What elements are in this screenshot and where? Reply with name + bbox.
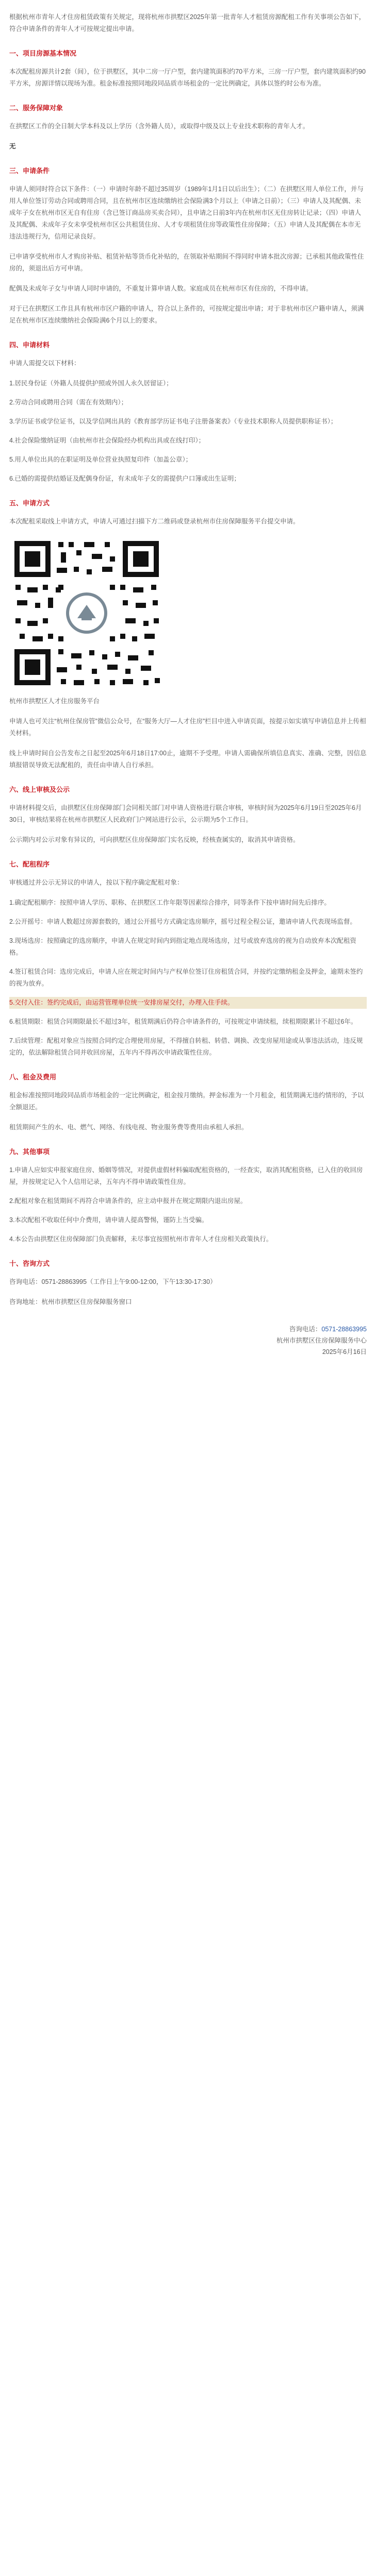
section-4-lead: 申请人需提交以下材料：: [9, 360, 80, 367]
list-item: 3.现场选房：按照确定的选房顺序，申请人在规定时间内到指定地点现场选房，过号或放弃选房的视为自动放弃本次配租资格。: [9, 937, 356, 956]
intro-paragraph: 根据杭州市青年人才住房租赁政策有关规定，现将杭州市拱墅区2025年第一批青年人才租赁房源配租工作有关事项公告如下，符合申请条件的青年人才可按规定提出申请。: [9, 13, 366, 32]
footer-date: 2025年6月16日: [322, 1348, 367, 1355]
section-6-title: 六、线上审核及公示: [9, 786, 70, 793]
qr-caption: 杭州市拱墅区人才住房服务平台: [9, 698, 100, 705]
list-item: 1.居民身份证（外籍人员提供护照或外国人永久居留证）；: [9, 380, 173, 387]
section-7-lead: 审核通过并公示无异议的申请人，按以下程序确定配租对象：: [9, 879, 184, 886]
section-5-text-3: 线上申请时间自公告发布之日起至2025年6月18日17:00止，逾期不予受理。申请人需确保所填信息真实、准确、完整，因信息填报错误导致无法配租的，责任由申请人自行承担。: [9, 750, 367, 769]
section-3-text-2: 已申请享受杭州市人才购房补贴、租赁补贴等货币化补贴的，在领取补贴期间不得同时申请本批次房源；已承租其他政策性住房的，须退出后方可申请。: [9, 253, 364, 272]
list-item: 1.申请人应如实申报家庭住房、婚姻等情况，对提供虚假材料骗取配租资格的，一经查实，取消其配租资格，已入住的收回房屋，并按规定记入个人信用记录，五年内不得申请政策性住房。: [9, 1166, 363, 1185]
footer-org: 杭州市拱墅区住房保障服务中心: [276, 1337, 367, 1344]
section-3-text-1: 申请人须同时符合以下条件：（一）申请时年龄不超过35周岁（1989年1月1日以后出生）；（二）在拱墅区用人单位工作，并与用人单位签订劳动合同或聘用合同，且在杭州市区连续缴纳社会保险满3个月以上（申请之日前）；（三）申请人及其配偶、未成年子女在杭州市区无自有住房（含已签订商品房买卖合同），且申请之日前3年内在杭州市区无住房转让记录；（四）申请人及其配偶、未成年子女未享受杭州市区公共租赁住房、人才专项租赁住房等政策性住房保障；（五）申请人及其配偶在本市无违法违规行为，信用记录良好。: [9, 185, 364, 240]
list-item: 4.签订租赁合同：选房完成后，申请人应在规定时间内与产权单位签订住房租赁合同，并按约定缴纳租金及押金，逾期未签约的视为放弃。: [9, 968, 363, 987]
list-item: 7.后续管理：配租对象应当按照合同约定合理使用房屋，不得擅自转租、转借、调换、改变房屋用途或从事违法活动，违反规定的，依法解除租赁合同并收回房屋，五年内不得再次申请政策性住房。: [9, 1037, 363, 1056]
footer-tel-link[interactable]: 0571-28863995: [321, 1326, 367, 1333]
section-7-list: [9, 897, 367, 1059]
section-3-title: 三、申请条件: [9, 167, 50, 175]
section-1-title: 一、项目房源基本情况: [9, 49, 77, 57]
qr-code[interactable]: [9, 536, 164, 690]
section-8-text-2: 租赁期间产生的水、电、燃气、网络、有线电视、物业服务费等费用由承租人承担。: [9, 1124, 248, 1131]
section-10-text-1: 咨询电话：0571-28863995（工作日上午9:00-12:00，下午13:30-17:30）: [9, 1278, 217, 1285]
section-3-text-3: 配偶及未成年子女与申请人同时申请的，不重复计算申请人数。家庭成员在杭州市区有住房的，不得申请。: [9, 285, 313, 292]
section-10-title: 十、咨询方式: [9, 1260, 50, 1267]
footer: [9, 1324, 367, 1358]
list-item: 4.本公告由拱墅区住房保障部门负责解释，未尽事宜按照杭州市青年人才住房相关政策执行。: [9, 1235, 273, 1243]
list-item: 1.确定配租顺序：按照申请人学历、职称、在拱墅区工作年限等因素综合排序，同等条件下按申请时间先后排序。: [9, 899, 331, 906]
list-item: 2.配租对象在租赁期间不再符合申请条件的，应主动申报并在规定期限内退出房屋。: [9, 1197, 247, 1205]
list-item: 4.社会保险缴纳证明（由杭州市社会保险经办机构出具或在线打印）；: [9, 437, 205, 444]
section-7-title: 七、配租程序: [9, 860, 50, 868]
section-2-tag: 无: [9, 143, 16, 150]
footer-contact: [9, 1324, 367, 1335]
section-1-text: 本次配租房源共计2套（间），位于拱墅区，其中二房一厅户型，套内建筑面积约70平方米，三房一厅户型，套内建筑面积约90平方米，房源详情以现场为准。租金标准按照同地段同品质市场租金的一定比例确定，具体以签约时公布为准。: [9, 68, 366, 87]
section-3-text-4: 对于已在拱墅区工作且具有杭州市区户籍的申请人，符合以上条件的，可按规定提出申请；对于非杭州市区户籍申请人，须满足在杭州市区连续缴纳社会保险满6个月以上的要求。: [9, 305, 364, 324]
section-5-text-2: 申请人也可关注“杭州住保房管”微信公众号，在“服务大厅—人才住房”栏目中进入申请页面，按提示如实填写申请信息并上传相关材料。: [9, 718, 366, 737]
list-item: 6.租赁期限：租赁合同期限最长不超过3年，租赁期满后仍符合申请条件的，可按规定申请续租，续租期限累计不超过6年。: [9, 1018, 357, 1025]
section-4-list: [9, 378, 367, 485]
section-8-title: 八、租金及费用: [9, 1073, 57, 1081]
qr-code-icon: [9, 536, 164, 690]
list-item-highlighted: 5.交付入住：签约完成后，由运营管理单位统一安排房屋交付，办理入住手续。: [9, 997, 367, 1009]
section-5-text-1: 本次配租采取线上申请方式，申请人可通过扫描下方二维码或登录杭州市住房保障服务平台提交申请。: [9, 518, 300, 525]
list-item: 5.用人单位出具的在职证明及单位营业执照复印件（加盖公章）；: [9, 456, 192, 463]
section-2-text: 在拱墅区工作的全日制大学本科及以上学历（含外籍人员），或取得中级及以上专业技术职称的青年人才。: [9, 123, 309, 130]
list-item: 6.已婚的需提供结婚证及配偶身份证，有未成年子女的需提供户口簿或出生证明；: [9, 475, 240, 482]
section-6-text-2: 公示期内对公示对象有异议的，可向拱墅区住房保障部门实名反映，经核查属实的，取消其申请资格。: [9, 836, 300, 843]
section-4-title: 四、申请材料: [9, 341, 50, 349]
list-item: 3.本次配租不收取任何中介费用，请申请人提高警惕，谨防上当受骗。: [9, 1216, 208, 1224]
section-10-text-2: 咨询地址：杭州市拱墅区住房保障服务窗口: [9, 1298, 132, 1306]
section-2-title: 二、服务保障对象: [9, 104, 63, 112]
section-6-text-1: 申请材料提交后，由拱墅区住房保障部门会同相关部门对申请人资格进行联合审核，审核时间为2025年6月19日至2025年6月30日，审核结果将在杭州市拱墅区人民政府门户网站进行公示，公示期为5个工作日。: [9, 804, 362, 823]
section-9-list: [9, 1164, 367, 1245]
section-9-title: 九、其他事项: [9, 1148, 50, 1156]
list-item: 2.劳动合同或聘用合同（需在有效期内）；: [9, 399, 128, 406]
list-item: 2.公开摇号：申请人数超过房源套数的，通过公开摇号方式确定选房顺序，摇号过程全程公证，邀请申请人代表现场监督。: [9, 918, 356, 925]
list-item: 3.学历证书或学位证书，以及学信网出具的《教育部学历证书电子注册备案表》（专业技术职称人员提供职称证书）；: [9, 418, 337, 425]
section-8-text-1: 租金标准按照同地段同品质市场租金的一定比例确定，租金按月缴纳。押金标准为一个月租金，租赁期满无违约情形的，予以全额退还。: [9, 1092, 364, 1111]
section-5-title: 五、申请方式: [9, 499, 50, 507]
footer-tel-label: 咨询电话：: [289, 1326, 322, 1333]
